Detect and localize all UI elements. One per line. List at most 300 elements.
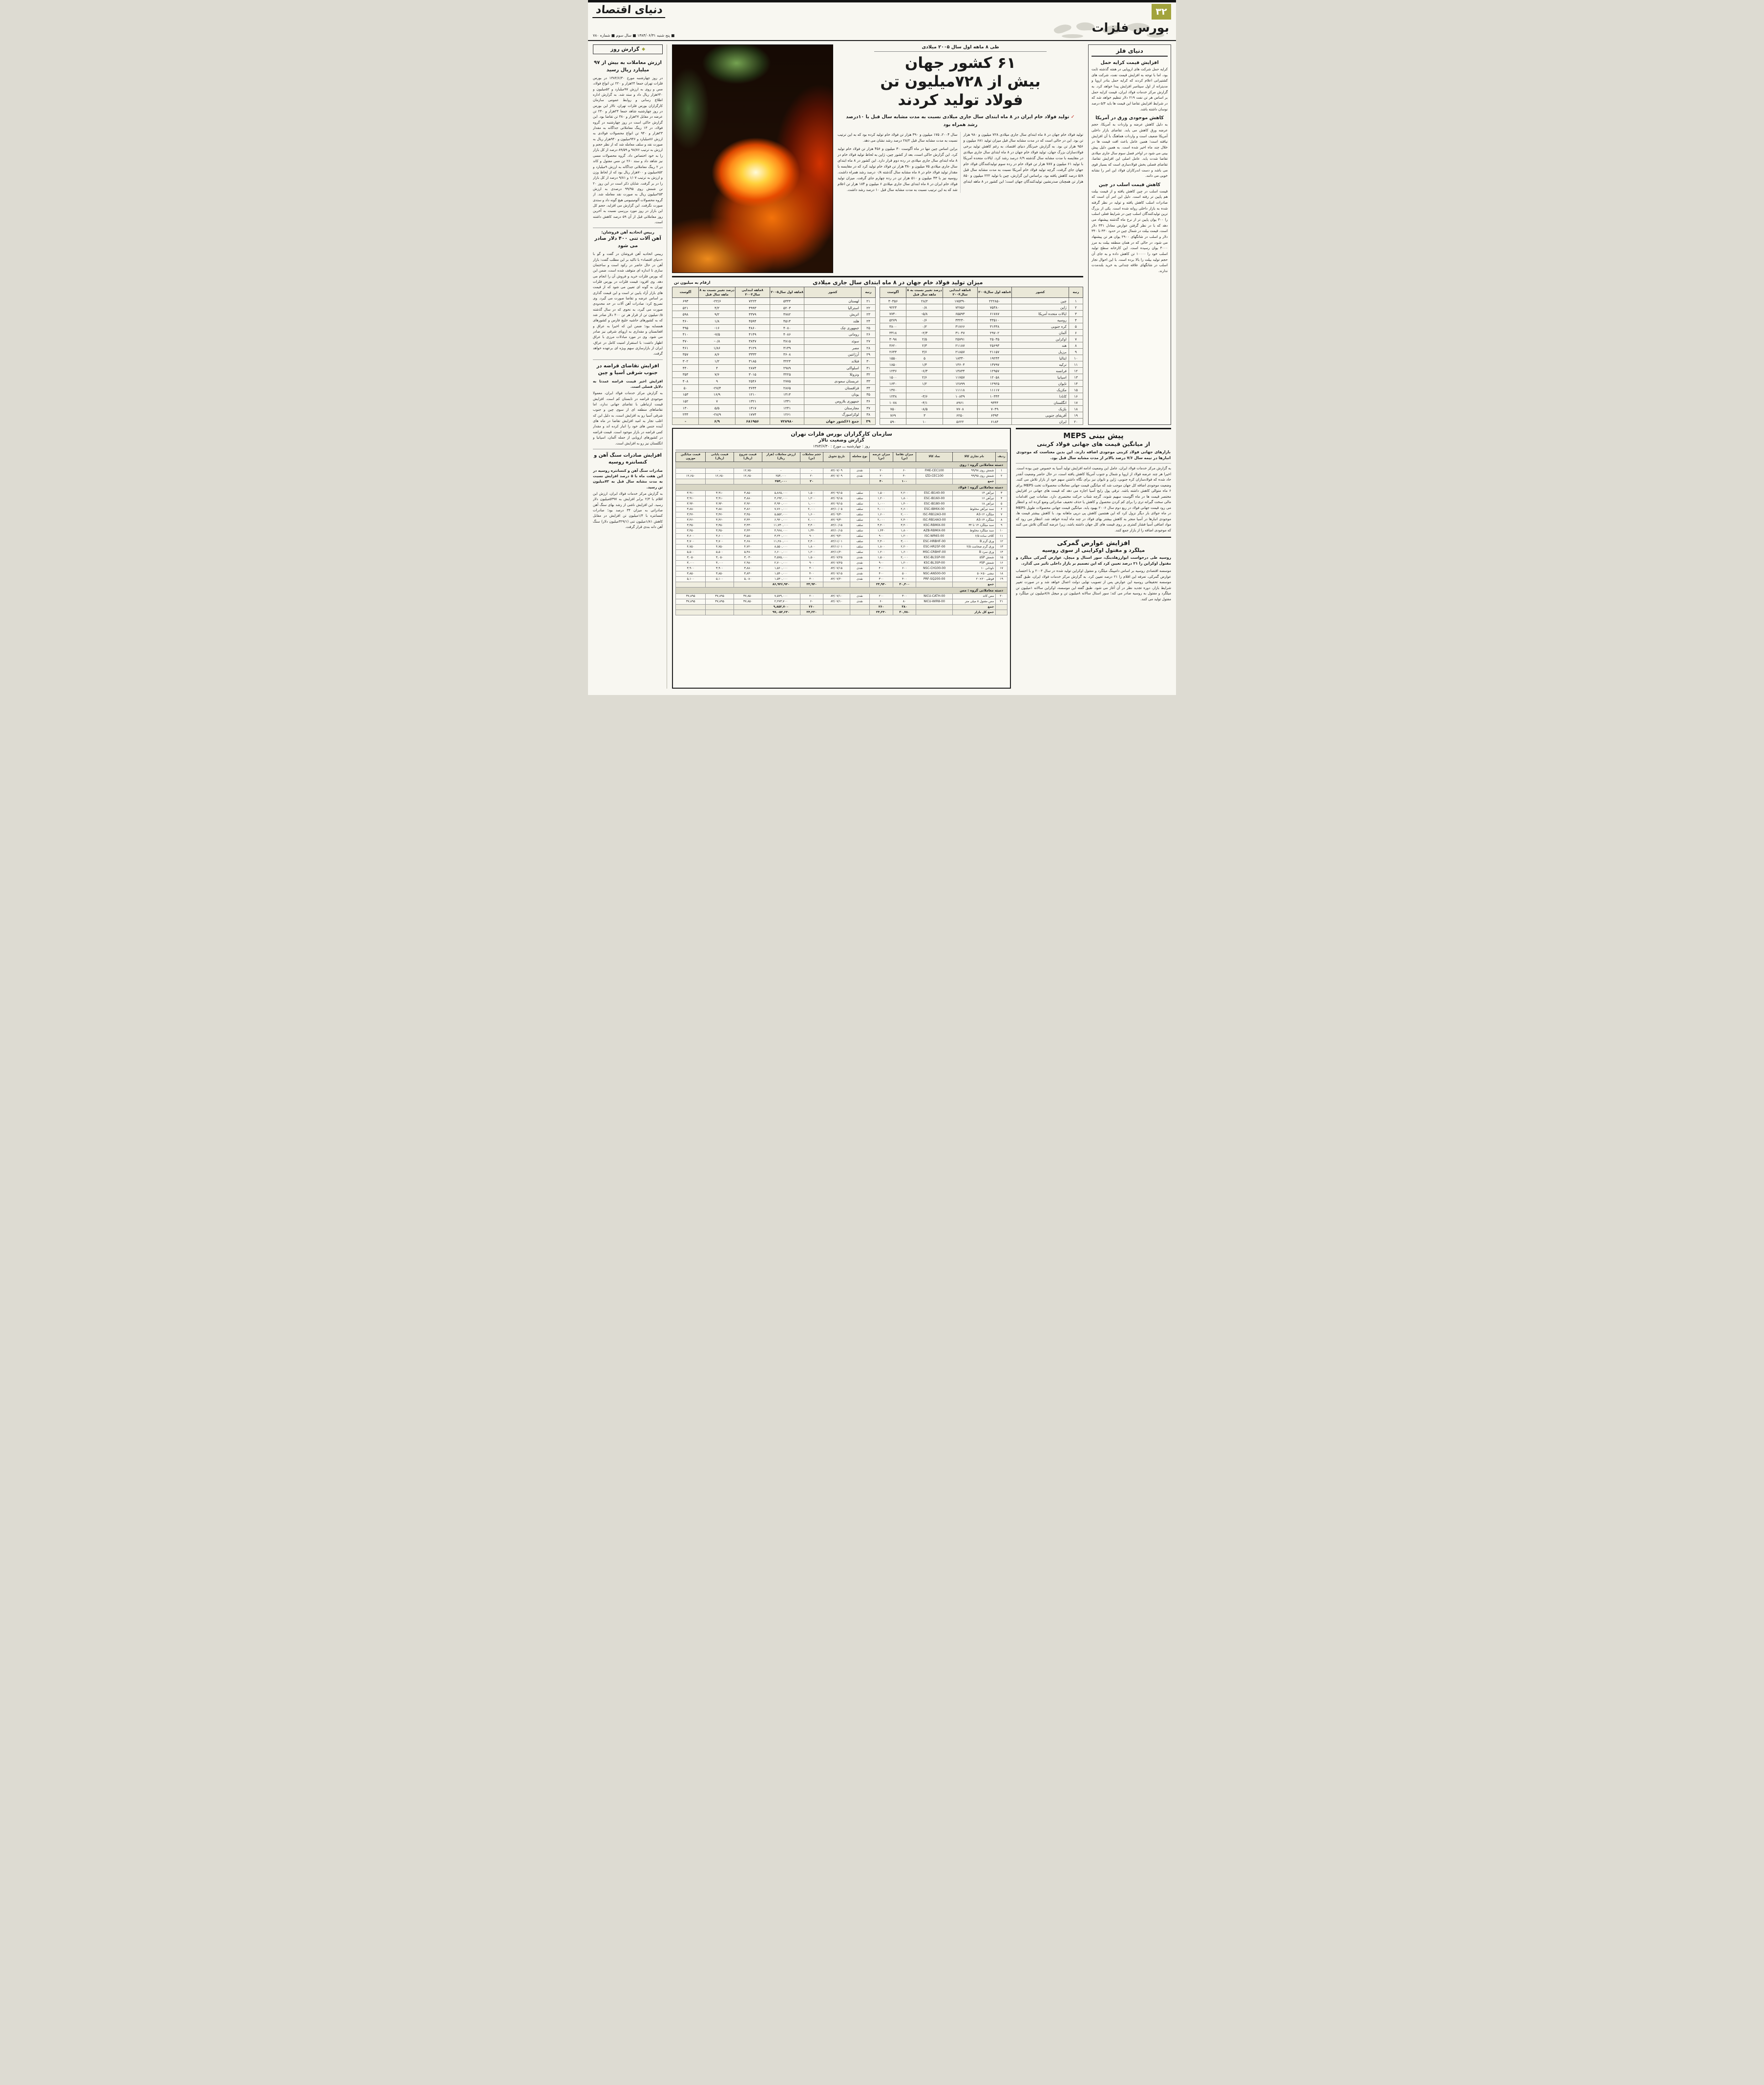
table-cell: جمع کل بازار xyxy=(952,610,995,615)
table-cell: ۱۵ xyxy=(1069,387,1083,393)
newspaper-page xyxy=(588,0,1176,695)
daily-article-body: به گزارش مرکز خدمات فولاد ایران، ارزش این اقلام با ۲/۳ برابر افزایش به ۵۳۹۷میلیون دلار رسید. این افزایش ناشی از رشد بهای سنگ آهن صادراتی به میزان ۳۴ درصد بود؛ صادرات کنسانتره با ۱/۴میلیون تن افزایش در مقابل کاهش ۱/۸۱میلیون تنی (۳۲۹/۱میلیون دلار) سنگ آهن دانه بندی قرار گرفت. xyxy=(593,491,663,529)
table-cell: ۲۸/۲ xyxy=(906,298,943,304)
table-cell: ۳,۹۴۰,۰۰۰ xyxy=(762,501,800,506)
table-cell: ۳۷,۸۹۵ xyxy=(676,593,706,599)
table-cell: ۱۱,۲۸۰,۰۰۰ xyxy=(762,539,800,544)
daily-article-headline: افزایش تقاضای قراضه در جنوب شرقی آسیا و چین xyxy=(596,363,659,376)
table-cell: ۳۶۲۰ xyxy=(880,342,906,349)
group-label: دسته معاملاتی گروه : فولاد xyxy=(676,484,1008,490)
table-row xyxy=(676,582,1008,587)
table-cell: ۱۲,۶۵۰ xyxy=(734,473,762,479)
metal-world-item-body: قیمت اسلب در چین کاهش یافته و از قیمت بیلت هم پایین تر رفته است. دلیل این امر آن است که صادرات اسلب کاهش یافته و تولید در نظر گرفته شده به بازار داخلی روانه شده است. یکی از بزرگ ترین تولیدکنندگان اسلب چین در شرایط فعلی اسلب را ۳۰۰ یوان پایین تر از نرخ ماه گذشته پیشنهاد می دهد که با در نظر گرفتن عوارض معادل ۳۳۱ دلار است. قیمت بیلت در شمال چین در حدود ۳۳۰ تا ۳۴۰ دلار و اسلب در شانگهای ۲۹۰۰ یوان هر تن پیشنهاد می شود، در حالی که در همان منطقه بیلت به مرز ۳۰۰۰ یوان رسیده است. این کارخانه سطح تولید اسلب خود را ۱۰۰۰۰ تن کاهش داده و به جای آن حجم تولید بیلت را بالا برده است. با این احوال تجار اسلب در شانگهای علاقه چندانی به خرید بلندمدت ندارند. xyxy=(1092,189,1168,273)
table-row xyxy=(880,374,1083,380)
table-cell: تیرآهن ۱۸ xyxy=(952,501,995,506)
table-cell: ۸۴/۰۷/۱۵ xyxy=(823,566,850,571)
article-lead-text: تولید فولاد خام ایران در ۸ ماه ابتدای سال جاری میلادی نسبت به مدت مشابه سال قبل با ۱۰درصد رشد همراه بود xyxy=(846,114,1070,127)
table-row xyxy=(676,501,1008,506)
article-kicker: طی ۸ ماهه اول سال ۲۰۰۵ میلادی xyxy=(874,44,1046,52)
table-cell: ۲۰۰ xyxy=(870,593,893,599)
table-cell: ۵,۱۰۰ xyxy=(676,576,706,582)
table-cell: سلف xyxy=(850,528,870,533)
table-row xyxy=(672,324,876,331)
table-row xyxy=(672,391,876,398)
table-cell: ۱,۴۴۰ xyxy=(870,528,893,533)
table-row xyxy=(880,368,1083,374)
table-cell: ۱۸ xyxy=(996,571,1008,576)
table-cell: ۲۳ xyxy=(861,311,875,318)
table-cell: ۴ xyxy=(996,496,1008,501)
table-cell: سوئد xyxy=(804,338,861,345)
table-cell: ۳۰,۷۸۰ xyxy=(893,610,916,615)
table-cell: ۳,۲۴۰,۰۰۰ xyxy=(762,533,800,539)
table-cell: ۳۰ xyxy=(861,358,875,365)
metal-world-title: دنیای فلز xyxy=(1092,47,1168,57)
table-cell: ۸۴/۰۷/۰۹ xyxy=(823,468,850,473)
table-row xyxy=(676,599,1008,604)
table-cell: ۲۱ xyxy=(861,298,875,305)
table-cell: ۶/۳- xyxy=(906,368,943,374)
table-cell: ۲۵ xyxy=(861,324,875,331)
table-cell: ۲۲۲۸۵۰ xyxy=(977,298,1012,304)
table-cell: ۲۵۳,۰۰۰ xyxy=(762,479,800,484)
production-table-ranks-1-20 xyxy=(880,287,1083,425)
table-cell: ۱۶- xyxy=(699,324,735,331)
table-cell: ونزوئلا xyxy=(804,371,861,378)
table-cell: ۱,۵۰۰ xyxy=(870,555,893,560)
column-header: کشور xyxy=(1012,287,1069,298)
table-cell: ۱۷ xyxy=(1069,400,1083,406)
table-row xyxy=(676,544,1008,549)
table-cell: ۲,۴۰۰ xyxy=(800,539,823,544)
table-cell: ۱۰۰ xyxy=(893,479,916,484)
daily-article-body: رییس اتحادیه آهن فروشان در گفت و گو با «دنیای اقتصاد» با تاکید بر این مطلب گفت: بازار آهن در حال حاضر در رکود است و ساختمان سازی تا اندازه ای متوقف شده است، ضمن این که بورس فلزات خرید و فروش آن را انجام می دهد. وی افزود: قیمت فلزات در بورس فلزات تهران به گونه ای تعیین می شود که از قیمت های بازار آزاد پایین تر است و این قیمت گذاری بر اساس عرضه و تقاضا صورت می گیرد. وی تصریح کرد: صادرات آهن آلات در حد محدودی صورت می گیرد، به نحوی که در سال گذشته ۰/۵میلیون تن از قرار هر تن ۴۰۰ دلار صادر شد که به کشورهای حاشیه خلیج فارس و کشورهای همسایه بود؛ ضمن این که اخیرا به عراق و افغانستان و مقداری به اروپای شرقی نیز صادر می شود. وی در مورد مبادلات مرزی با عراق اظهار داشت: با استقرار امنیت کامل در عراق، ایران از بازارسازی سهم ویژه ای برعهده خواهد گرفت. xyxy=(593,252,663,356)
table-cell: ۲۹۷۰۲ xyxy=(977,330,1012,336)
table-cell: سلف xyxy=(850,549,870,555)
table-cell: ۶,۶۰۰,۰۰۰ xyxy=(762,549,800,555)
table-cell: ۳۳۳۳ xyxy=(735,351,770,358)
table-cell: ۲۵۳,۰۰۰ xyxy=(762,473,800,479)
column-header: قیمت شروع (ریال) xyxy=(734,452,762,462)
table-cell: ۱۴۱۴ xyxy=(770,391,804,398)
table-cell: ۲۲/۶- xyxy=(699,298,735,305)
table-cell: - xyxy=(762,468,800,473)
broker-trades-table xyxy=(675,452,1008,615)
article-paragraph: براین اساس چین تنها در ماه آگوست ۳۰ میلیون و ۴۵۶ هزار تن فولاد خام تولید کرد. این گزارش حاکی است، بعد از کشور چین، ژاپن به لحاظ تولید فولاد خام در ۸ ماه ابتدای سال جاری میلادی در رده دوم قرار دارد. این کشور در ۸ ماه ابتدای سال جاری میلادی ۷۵ میلیون و ۳۸۰ هزار تن فولاد خام تولید کرد که در مقایسه با مقدار تولید فولاد خام در ۸ ماه مشابه سال گذشته ۰/۸ درصد رشد همراه داشت. روسیه نیز با ۴۳ میلیون و ۵۱۰ هزار تن در رده چهارم جای گرفت. میزان تولید فولاد خام ایران در ۸ ماه ابتدای سال جاری میلادی ۶ میلیون و ۱۸۴ هزار تن اعلام شد که به این ترتیب نسبت به مدت مشابه سال قبل ۱۰ درصد رشد داشت. xyxy=(838,147,958,192)
table-cell: ۱۲,۶۵۰ xyxy=(706,473,734,479)
table-cell: ۲۷/۴- xyxy=(699,384,735,391)
table-cell: AZB-RBMIX-00 xyxy=(916,528,953,533)
table-cell: ۴ xyxy=(699,364,735,371)
table-row xyxy=(672,418,876,425)
table-row xyxy=(676,479,1008,484)
table-cell: ۴/۱- xyxy=(906,400,943,406)
table-cell: ۰/۸ xyxy=(906,304,943,311)
table-cell: ۸۴/۰۹/۲۰ xyxy=(823,533,850,539)
table-row xyxy=(676,512,1008,517)
table-cell: روسیه xyxy=(1012,317,1069,323)
table-cell xyxy=(996,604,1008,610)
table-cell: ISC-RB14A3-00 xyxy=(916,517,953,523)
table-cell xyxy=(996,610,1008,615)
table-cell: ۴۳۵۱۰ xyxy=(977,317,1012,323)
table-cell: ۱,۲۰۰ xyxy=(870,549,893,555)
table-cell: ۱۸۵۰ xyxy=(880,361,906,368)
table-cell: ۴۶۱ xyxy=(672,344,699,351)
table-cell: ۳۱۳۳۸ xyxy=(977,323,1012,330)
table-cell: سلف xyxy=(850,496,870,501)
table-cell: مس کاتد xyxy=(952,593,995,599)
group-label: دسته معاملاتی گروه : مس xyxy=(676,587,1008,593)
table-cell: KSC-BL3SP-00 xyxy=(916,560,953,566)
table-cell: ۰/۶ xyxy=(906,317,943,323)
table-cell: ۱۱۷۵۷ xyxy=(943,374,977,380)
table-cell: ۳,۴۵۰ xyxy=(706,523,734,528)
table-cell: ۳/۶ xyxy=(906,349,943,355)
table-cell: جمع xyxy=(952,479,995,484)
table-cell: ۳۶۴۴ xyxy=(735,384,770,391)
table-cell: ۷ xyxy=(699,398,735,405)
table-cell: ۳۴ xyxy=(861,384,875,391)
table-cell: اسپانیا xyxy=(1012,374,1069,380)
table-cell: ۱۸ xyxy=(1069,406,1083,412)
table-cell: ۲,۰۰۰ xyxy=(800,517,823,523)
table-cell: NICU-WIR8-00 xyxy=(916,599,953,604)
table-cell: نقدی xyxy=(850,576,870,582)
table-row xyxy=(676,506,1008,512)
table-cell: ۲۴,۲۴۰ xyxy=(870,610,893,615)
table-row xyxy=(676,533,1008,539)
table-cell: ۷۰۴۹ xyxy=(977,406,1012,412)
table-cell: ۸۴/۰۷/۱۰ xyxy=(823,593,850,599)
table-row xyxy=(880,406,1083,412)
table-cell: ۹۷,۰۵۲,۶۴۰ xyxy=(762,610,800,615)
table-cell: بلژیک xyxy=(1012,406,1069,412)
table-cell: ۳,۴۷۰ xyxy=(706,512,734,517)
daily-article xyxy=(593,57,663,228)
table-cell: ۱۳۱۷ xyxy=(735,404,770,411)
table-cell: ۵ xyxy=(906,355,943,361)
table-cell: قوطی ۲۰×۲۰ xyxy=(952,576,995,582)
table-cell: ۴۰۰ xyxy=(893,576,916,582)
table-cell xyxy=(823,610,850,615)
table-cell: ۴۰۰ xyxy=(870,571,893,576)
table-row xyxy=(672,311,876,318)
table-cell: سلف xyxy=(850,501,870,506)
table-cell: ۷/۶ xyxy=(699,371,735,378)
table-cell: ۸۰ xyxy=(893,599,916,604)
table-row xyxy=(676,517,1008,523)
customs-title: افزایش عوارض گمرکی xyxy=(1057,540,1130,548)
table-cell: مصر xyxy=(804,344,861,351)
table-cell: ۹ xyxy=(1069,349,1083,355)
table-cell: شمش ۳SP xyxy=(952,560,995,566)
table-cell: ۹۰۰ xyxy=(870,560,893,566)
metal-world-item-title: کاهش موجودی ورق در آمریکا xyxy=(1095,115,1164,121)
table-row xyxy=(672,344,876,351)
table-cell: ۳۲ xyxy=(861,371,875,378)
table-cell: ۳,۴۶۰ xyxy=(676,517,706,523)
table-row xyxy=(676,523,1008,528)
table-cell: ۲,۰۰۰ xyxy=(893,555,916,560)
table-row xyxy=(676,566,1008,571)
page-number-badge: ۳۲ xyxy=(1152,4,1171,20)
table-row xyxy=(676,593,1008,599)
table-cell: کره جنوبی xyxy=(1012,323,1069,330)
article-lead xyxy=(842,113,1078,128)
table-row xyxy=(672,411,876,418)
table-cell: چین xyxy=(1012,298,1069,304)
table-row xyxy=(676,490,1008,496)
table-cell: ۷۵۳۸۰ xyxy=(977,304,1012,311)
table-cell: ۳,۰۵۰ xyxy=(706,555,734,560)
table-cell: ۱۹۲۴۴ xyxy=(977,355,1012,361)
table-row xyxy=(880,298,1083,304)
table-cell: ۲۳۴ xyxy=(672,411,699,418)
table-cell: ۱۷۵۳۹۰ xyxy=(943,298,977,304)
table-cell xyxy=(734,582,762,587)
masthead xyxy=(588,2,1176,41)
table-cell: ۲۶۴۴ xyxy=(880,349,906,355)
table-cell: ۳۵ xyxy=(861,391,875,398)
table-cell: ۶/۹ xyxy=(699,418,735,425)
table-cell: ۱۸۳۳۰ xyxy=(943,355,977,361)
table-cell: ۳۹ xyxy=(861,418,875,425)
table-cell: ۳۸۰۰ xyxy=(880,323,906,330)
table-cell: جمهوری بلاروس xyxy=(804,398,861,405)
table-cell: ۳۷,۸۹۵ xyxy=(706,599,734,604)
table-cell: نقدی xyxy=(850,555,870,560)
column-header: درصد تغییر نسبت به ۸ ماهه سال قبل xyxy=(906,287,943,298)
table-cell: ۳۰۰ xyxy=(800,576,823,582)
table-cell: سلف xyxy=(850,523,870,528)
table-row xyxy=(676,462,1008,468)
table-cell: ۶۰ xyxy=(800,599,823,604)
table-cell: نقدی xyxy=(850,599,870,604)
table-cell: ۶ xyxy=(996,506,1008,512)
table-cell: ۲۳,۹۴۰ xyxy=(800,582,823,587)
table-row xyxy=(672,364,876,371)
table-cell: ۹۲۲۴ xyxy=(880,304,906,311)
table-cell: ESC-IB140-00 xyxy=(916,490,953,496)
table-cell: ۲,۹۸۰ xyxy=(734,560,762,566)
broker-org-title: سازمان کارگزاران بورس فلزات تهران xyxy=(791,431,892,438)
metal-world-item-title: افزایش قیمت کرایه حمل xyxy=(1100,60,1159,65)
table-cell: ۴,۹۶۸,۰۰۰ xyxy=(762,528,800,533)
table-cell: ۳,۵۸۰ xyxy=(734,533,762,539)
table-cell: ۲۵۶۹۳ xyxy=(977,342,1012,349)
table-row xyxy=(880,317,1083,323)
table-cell: ۵/۵ xyxy=(699,404,735,411)
table-cell: تیرآهن ۱۴ xyxy=(952,490,995,496)
table-cell: ۳,۹۱۰ xyxy=(676,490,706,496)
table-cell: ۳۳ xyxy=(861,378,875,385)
production-table-ranks-21-39 xyxy=(672,287,876,425)
daily-report-column xyxy=(593,44,667,689)
table-cell: ۳۸۱۵ xyxy=(770,338,804,345)
table-cell: ۶۰۰ xyxy=(893,566,916,571)
table-cell: ۱۳ xyxy=(996,544,1008,549)
table-cell: ۲/۳ xyxy=(906,342,943,349)
table-cell xyxy=(734,479,762,484)
production-table-title: میزان تولید فولاد خام جهان در ۸ ماه ابتدای سال جاری میلادی xyxy=(813,279,983,286)
table-cell: ۳,۹۱۰ xyxy=(676,496,706,501)
table-cell: ۳,۴۵۰ xyxy=(734,512,762,517)
table-cell: ۴۰ xyxy=(893,473,916,479)
table-cell: MSC-CRBHF-00 xyxy=(916,549,953,555)
table-cell: ESC-HR25F-00 xyxy=(916,544,953,549)
table-cell: ۸۴/۱۰/۱۵ xyxy=(823,523,850,528)
table-cell: نقدی xyxy=(850,571,870,576)
table-cell: ۸۴/۰۹/۱۵ xyxy=(823,496,850,501)
table-cell: ۱,۵۴۰,۰۰۰ xyxy=(762,571,800,576)
table-cell: ۱۱ xyxy=(996,533,1008,539)
table-cell: ۳,۰۰۰ xyxy=(893,539,916,544)
table-row xyxy=(676,496,1008,501)
table-cell: ۲۶۰ xyxy=(800,604,823,610)
table-cell: ۱۶۳۰ xyxy=(880,380,906,387)
table-cell: ۴۵۹۴ xyxy=(735,318,770,325)
table-cell: ۱۲۹۵۷ xyxy=(977,368,1012,374)
table-cell: ۸۴/۱۰/۱۵ xyxy=(823,528,850,533)
table-cell: اسلواکی xyxy=(804,364,861,371)
table-cell: ۲۰ xyxy=(996,593,1008,599)
table-cell: ۵۶۲۲ xyxy=(943,419,977,425)
main-article xyxy=(672,44,1083,273)
customs-subtitle: میلگرد و مفتول اوکراینی از سوی روسیه xyxy=(1042,548,1145,554)
table-cell: ۱۰۷۸ xyxy=(880,400,906,406)
table-cell: ۱,۶۰۰ xyxy=(870,512,893,517)
table-cell: ۶۲۵۰ xyxy=(943,412,977,419)
table-cell: نقدی xyxy=(850,468,870,473)
table-cell: هند xyxy=(1012,342,1069,349)
table-row xyxy=(672,351,876,358)
daily-article-headline: آهن آلات تنی ۴۰۰ دلار صادر می شود xyxy=(594,236,661,249)
table-cell: ۳,۴۵۰ xyxy=(676,523,706,528)
table-cell xyxy=(916,479,953,484)
table-cell: ۲۰ xyxy=(800,479,823,484)
table-row xyxy=(672,404,876,411)
table-cell: ۰/۲ xyxy=(906,323,943,330)
table-cell: ۱۵۳ xyxy=(672,391,699,398)
meps-column xyxy=(1016,428,1171,689)
table-cell: ۶۵۵۹۳ xyxy=(943,311,977,317)
table-cell xyxy=(734,604,762,610)
table-cell: ۱۵۵۰ xyxy=(880,355,906,361)
headline-line: بیش از ۷۲۸میلیون تن xyxy=(880,72,1041,90)
table-cell: فنلاند xyxy=(804,358,861,365)
table-cell: ۸۴/۰۷/۱۵ xyxy=(823,571,850,576)
table-cell: ۷,۵۷۹,۰۰۰ xyxy=(762,593,800,599)
table-cell: ۱/۸۶ xyxy=(699,344,735,351)
column-header: ۸ماهه ابتدایی سال۲۰۰۴ xyxy=(943,287,977,298)
table-cell: ۳,۴۴۰ xyxy=(734,517,762,523)
table-cell: ۳,۹۰۰ xyxy=(676,566,706,571)
table-cell: ۱۵۰۰ xyxy=(880,374,906,380)
table-cell: ۸ xyxy=(996,517,1008,523)
table-cell: ۵۲۷۹ xyxy=(880,317,906,323)
table-cell: ۲/۳- xyxy=(906,330,943,336)
table-cell: ۴۰۸۰ xyxy=(770,324,804,331)
table-cell: ۴۷۰ xyxy=(672,338,699,345)
column-header: قیمت پایانی (ریال) xyxy=(706,452,734,462)
table-cell: ۴۳۷۹ xyxy=(735,311,770,318)
table-cell: ایران xyxy=(1012,419,1069,425)
table-cell: ۳۶۰۸ xyxy=(770,351,804,358)
meps-subtitle: از میانگین قیمت های جهانی فولاد کربنی xyxy=(1037,441,1150,448)
table-cell: ۸۴/۰۹/۱۵ xyxy=(823,501,850,506)
table-cell: ۱ xyxy=(1069,298,1083,304)
table-cell: ۱,۶۰۰ xyxy=(893,549,916,555)
table-cell: ۳۱۳۹ xyxy=(770,344,804,351)
table-cell: ۴,۷۲۰ xyxy=(734,544,762,549)
table-cell: ۶,۹۲۰,۰۰۰ xyxy=(762,517,800,523)
table-cell: ۲۰ xyxy=(870,473,893,479)
table-cell: ۴۰۰ xyxy=(800,566,823,571)
table-cell: لهستان xyxy=(804,298,861,305)
table-cell: ۴۰۰ xyxy=(800,571,823,576)
table-row xyxy=(880,336,1083,342)
table-cell: ۳,۰۳۰ xyxy=(734,555,762,560)
table-row xyxy=(676,484,1008,490)
table-cell xyxy=(706,604,734,610)
table-cell: ۳,۴۶۰ xyxy=(706,517,734,523)
table-cell: ۱,۸۰۰ xyxy=(870,544,893,549)
table-cell: ایتالیا xyxy=(1012,355,1069,361)
table-cell: ۲,۰۰۰ xyxy=(800,506,823,512)
table-cell: عربستان سعودی xyxy=(804,378,861,385)
table-cell: ۲۷۷۵ xyxy=(770,378,804,385)
table-cell: ۲/۵ xyxy=(906,336,943,342)
daily-article-headline: افزایش صادرات سنگ آهن و کنسانتره روسیه xyxy=(594,452,662,465)
table-cell: ۳۰۲ xyxy=(672,358,699,365)
table-cell: ۴,۶۹۲,۰۰۰ xyxy=(762,496,800,501)
table-cell: ۵,۵۰۰ xyxy=(706,549,734,555)
table-cell: برزیل xyxy=(1012,349,1069,355)
table-cell: KSC-BL5SP-00 xyxy=(916,555,953,560)
table-cell: ۳۶ xyxy=(861,398,875,405)
table-cell: ۳۷,۸۹۵ xyxy=(706,593,734,599)
table-cell: ۸۴/۰۹/۱۵ xyxy=(823,490,850,496)
table-cell: ۱۲۳۸ xyxy=(880,393,906,400)
table-cell: ۳,۹۲۰ xyxy=(734,501,762,506)
table-cell: ۷۲۷۵۶ xyxy=(943,304,977,311)
table-row xyxy=(676,576,1008,582)
customs-body: موسسه اقتصادی روسیه بر اساس دامپینگ میلگرد و مفتول اوکراین تولید شده در سال ۲۰۰۴ و با احتساب عوارض گمرکی، تعرفه این اقلام را ۲۱ درصد تعیین کرد. به گزارش مرکز خدمات فولاد ایران، طبق گفته موسسه تحقیقاتی روسیه این عوارض پس از تصویب نهایی دولت اعمال خواهد شد و در صورت تغییر شرایط بازار، دوره تجدید نظر در آن آغاز می شود. طبق گفته این موسسه، اوکراین سالانه ۱میلیون تن میلگرد و مفتول به روسیه صادر می کند؛ سور استال سالانه ۸میلیون تن و میچل ۷/۸میلیون تن میلگرد و مفتول تولید می کنند. xyxy=(1016,569,1171,601)
broker-report-subtitle: گزارش وضعیت تالار xyxy=(819,438,864,443)
table-cell: ۱۹ xyxy=(1069,412,1083,419)
table-row xyxy=(676,473,1008,479)
column-header: آگوست xyxy=(672,287,699,298)
table-cell: ۱۲۳۶ xyxy=(880,368,906,374)
table-cell: ۳,۶۰۰ xyxy=(676,533,706,539)
table-cell: ۱۴ xyxy=(1069,380,1083,387)
table-cell: ۲۷ xyxy=(861,338,875,345)
table-cell: ۴,۶۸۰ xyxy=(734,539,762,544)
table-cell: ۸۴/۰۷/۲۵ xyxy=(823,555,850,560)
table-cell: ۲۶ xyxy=(861,331,875,338)
daily-report-title: گزارش روز xyxy=(610,46,640,52)
table-cell: ۱۷ xyxy=(996,566,1008,571)
table-cell: ۳۱۸۵ xyxy=(735,358,770,365)
table-cell: ۲۶۰ xyxy=(870,604,893,610)
table-cell: ۳۸۴۷ xyxy=(735,338,770,345)
table-cell: ۷ xyxy=(996,512,1008,517)
table-cell: ۸۴/۰۹/۳۰ xyxy=(823,517,850,523)
table-cell: ۸۹۶۱ xyxy=(943,400,977,406)
table-cell: کلاف ساده ۶/۵ xyxy=(952,533,995,539)
table-cell: ۵,۵۰۰ xyxy=(676,549,706,555)
